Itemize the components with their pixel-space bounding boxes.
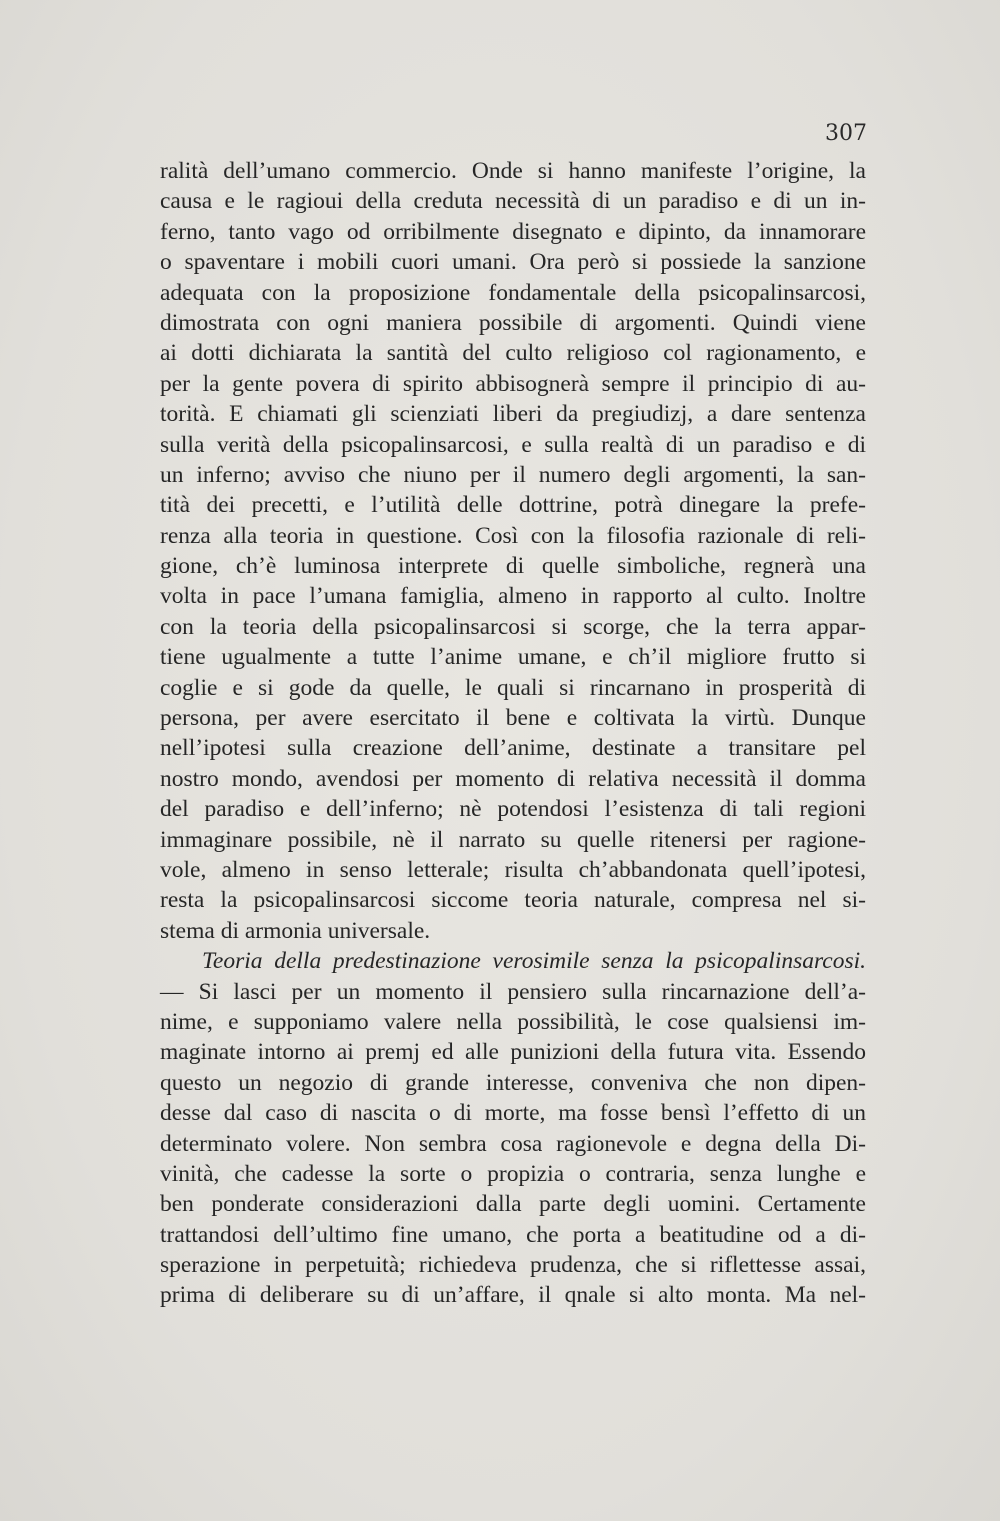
text-line: desse dal caso di nascita o di morte, ma fosse bensì l’effetto di un bbox=[160, 1100, 866, 1127]
text-line: ralità dell’umano commercio. Onde si hanno manifeste l’origine, la bbox=[160, 158, 866, 184]
text-line: sulla verità della psicopalinsarcosi, e sulla realtà di un paradiso e di bbox=[160, 431, 866, 458]
text-line: — Si lasci per un momento il pensiero sulla rincarnazione dell’a- bbox=[160, 978, 866, 1005]
section-heading: Teoria della predestinazione verosimile senza la psicopalinsarcosi. bbox=[202, 948, 866, 975]
text-line: persona, per avere esercitato il bene e coltivata la virtù. Dunque bbox=[160, 705, 866, 732]
text-line: vole, almeno in senso letterale; risulta ch’abbandonata quell’ipotesi, bbox=[160, 856, 866, 883]
text-line: nime, e supponiamo valere nella possibilità, le cose qualsiensi im- bbox=[160, 1008, 866, 1035]
text-line: questo un negozio di grande interesse, conveniva che non dipen- bbox=[160, 1069, 866, 1096]
text-line: trattandosi dell’ultimo fine umano, che porta a beatitudine od a di- bbox=[160, 1221, 866, 1248]
body-text bbox=[160, 156, 866, 1311]
text-line: maginate intorno ai premj ed alle punizioni della futura vita. Essendo bbox=[160, 1039, 866, 1066]
text-line: ben ponderate considerazioni dalla parte degli uomini. Certamente bbox=[160, 1191, 866, 1218]
text-line: ai dotti dichiarata la santità del culto religioso col ragionamento, e bbox=[160, 340, 866, 367]
text-line: o spaventare i mobili cuori umani. Ora però si possiede la sanzione bbox=[160, 249, 866, 276]
text-line: un inferno; avviso che niuno per il numero degli argomenti, la san- bbox=[160, 461, 866, 488]
text-line: volta in pace l’umana famiglia, almeno in rapporto al culto. Inoltre bbox=[160, 583, 866, 610]
text-line: causa e le ragioui della creduta necessità di un paradiso e di un in- bbox=[160, 188, 866, 215]
text-line: coglie e si gode da quelle, le quali si rincarnano in prosperità di bbox=[160, 674, 866, 701]
text-line: determinato volere. Non sembra cosa ragionevole e degna della Di- bbox=[160, 1130, 866, 1157]
text-line: dimostrata con ogni maniera possibile di argomenti. Quindi viene bbox=[160, 309, 866, 336]
text-line: gione, ch’è luminosa interprete di quelle simboliche, regnerà una bbox=[160, 553, 866, 580]
text-line: resta la psicopalinsarcosi siccome teoria naturale, compresa nel si- bbox=[160, 887, 866, 914]
text-line: renza alla teoria in questione. Così con la filosofia razionale di reli- bbox=[160, 522, 866, 549]
text-line: immaginare possibile, nè il narrato su quelle ritenersi per ragione- bbox=[160, 826, 866, 853]
text-line: torità. E chiamati gli scienziati liberi da pregiudizj, a dare sentenza bbox=[160, 401, 866, 428]
text-line: adequata con la proposizione fondamentale della psicopalinsarcosi, bbox=[160, 279, 866, 306]
text-line: tità dei precetti, e l’utilità delle dottrine, potrà dinegare la prefe- bbox=[160, 492, 866, 519]
text-line: ferno, tanto vago od orribilmente disegnato e dipinto, da innamorare bbox=[160, 218, 866, 245]
text-line: con la teoria della psicopalinsarcosi si scorge, che la terra appar- bbox=[160, 613, 866, 640]
text-line: tiene ugualmente a tutte l’anime umane, e ch’il migliore frutto si bbox=[160, 644, 866, 671]
text-line: nell’ipotesi sulla creazione dell’anime, destinate a transitare pel bbox=[160, 735, 866, 762]
text-line: per la gente povera di spirito abbisognerà sempre il principio di au- bbox=[160, 370, 866, 397]
text-line: stema di armonia universale. bbox=[160, 917, 431, 944]
text-line: del paradiso e dell’inferno; nè potendosi l’esistenza di tali regioni bbox=[160, 796, 866, 823]
text-line: sperazione in perpetuità; richiedeva prudenza, che si riflettesse assai, bbox=[160, 1252, 866, 1279]
text-line: prima di deliberare su di un’affare, il qnale si alto monta. Ma nel- bbox=[160, 1282, 866, 1309]
page-number: 307 bbox=[825, 121, 867, 146]
text-line: nostro mondo, avendosi per momento di relativa necessità il domma bbox=[160, 765, 866, 792]
text-line: vinità, che cadesse la sorte o propizia o contraria, senza lunghe e bbox=[160, 1160, 866, 1187]
